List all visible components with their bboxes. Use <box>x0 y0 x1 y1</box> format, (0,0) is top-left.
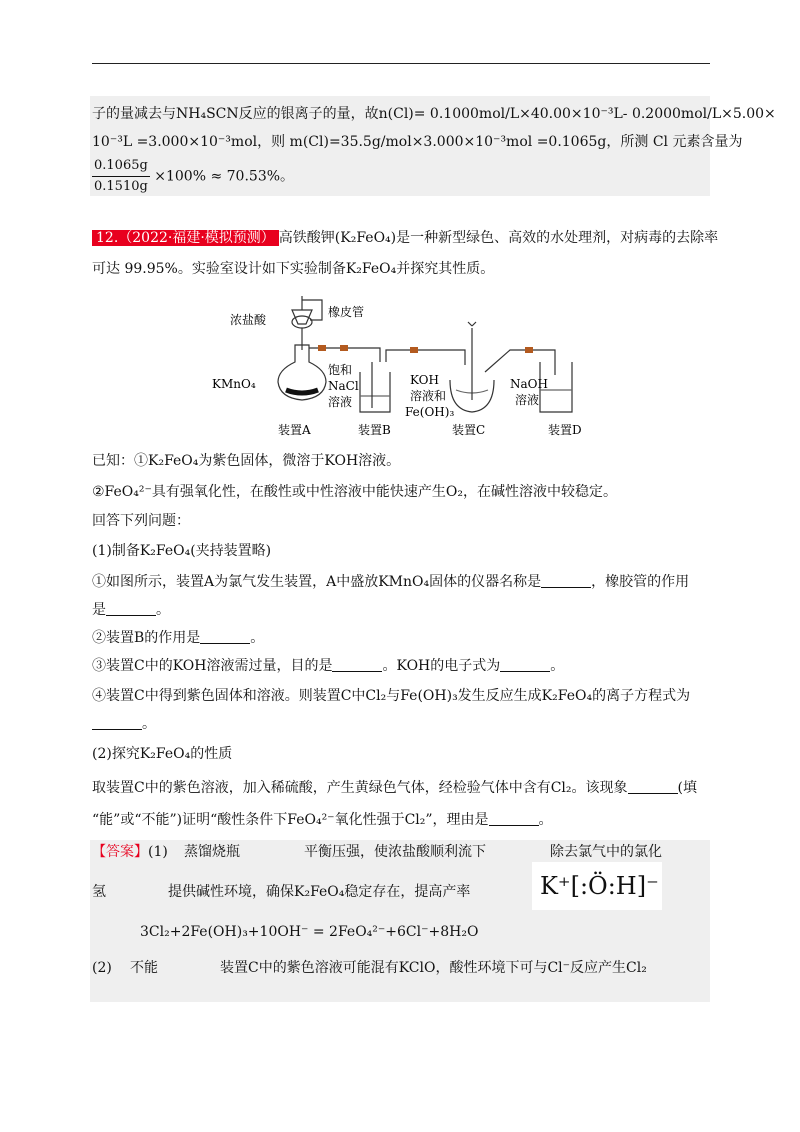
label-device-c: 装置C <box>452 423 486 437</box>
answer-a4: 提供碱性环境，确保K₂FeO₄稳定存在，提高产率 <box>168 884 471 900</box>
fraction <box>92 156 150 197</box>
answer-a3b: 氢 <box>92 884 106 900</box>
prev-solution-result <box>92 156 294 197</box>
answer-label: 【答案】 <box>92 844 148 860</box>
fraction-denominator: 0.1510g <box>94 179 148 194</box>
label-device-d: 装置D <box>548 423 582 437</box>
part1-q3 <box>92 656 564 676</box>
part1-q4-line1: ④装置C中得到紫色固体和溶液。则装置C中Cl₂与Fe(OH)₃发生反应生成K₂FeO₄的离子方程式为 <box>92 688 691 704</box>
period: 。 <box>250 630 265 646</box>
tube-bc <box>386 350 465 365</box>
answer-blank[interactable] <box>489 811 539 826</box>
label-hcl: 浓盐酸 <box>230 313 267 327</box>
answer-line1 <box>92 842 168 862</box>
label-koh-3: Fe(OH)₃ <box>405 405 455 419</box>
known-1: 已知：①K₂FeO₄为紫色固体，微溶于KOH溶液。 <box>92 453 401 469</box>
period: 。 <box>156 602 170 618</box>
part1-q3b-text: 。KOH的电子式为 <box>382 658 501 674</box>
answer-a1: 蒸馏烧瓶 <box>184 844 240 860</box>
answer-blank[interactable] <box>332 657 382 672</box>
part2-text-1: 取装置C中的紫色溶液，加入稀硫酸，产生黄绿色气体，经检验气体中含有Cl₂。该现象 <box>92 780 628 796</box>
prev-solution-line1: 子的量减去与NH₄SCN反应的银离子的量，故n(Cl)= 0.1000mol/L×40.00×10⁻³L- 0.2000mol/L×5.00× <box>92 106 776 122</box>
fraction-tail: ×100% ≈ 70.53%。 <box>154 168 295 185</box>
answer-blank[interactable] <box>541 573 591 588</box>
label-naoh-2: 溶液 <box>515 393 540 407</box>
part2-line1 <box>92 778 697 798</box>
period: 。 <box>550 658 565 674</box>
answer-b2: 装置C中的紫色溶液可能混有KClO，酸性环境下可与Cl⁻反应产生Cl₂ <box>220 960 647 976</box>
part2-line2 <box>92 810 553 830</box>
part1-q2 <box>92 628 264 648</box>
question-number-badge: 12.（2022·福建·模拟预测） <box>92 230 279 246</box>
part2-title: (2)探究K₂FeO₄的性质 <box>92 746 233 762</box>
answer-a2: 平衡压强，使浓盐酸顺利流下 <box>304 844 486 860</box>
part1-q3-text: ③装置C中的KOH溶液需过量，目的是 <box>92 658 333 674</box>
answer-blank[interactable] <box>106 601 156 616</box>
answer-part1-marker: (1) <box>148 844 168 860</box>
part2-text-1b: (填 <box>677 780 697 796</box>
electron-formula: K⁺[:Ö:H]⁻ <box>540 872 659 900</box>
part1-q1-line1 <box>92 572 689 592</box>
label-koh-1: KOH <box>410 373 439 387</box>
part1-q4-line2 <box>92 714 156 734</box>
answer-blank[interactable] <box>500 657 550 672</box>
answer-part2-marker: (2) <box>92 960 112 976</box>
answer-a3: 除去氯气中的氯化 <box>550 844 662 860</box>
period: 。 <box>538 812 553 828</box>
label-nacl-3: 溶液 <box>328 395 353 409</box>
label-kmno4: KMnO₄ <box>212 377 256 391</box>
answer-blank[interactable] <box>200 629 250 644</box>
prev-solution-line2: 10⁻³L =3.000×10⁻³mol，则 m(Cl)=35.5g/mol×3.000×10⁻³mol =0.1065g，所测 Cl 元素含量为 <box>92 134 743 150</box>
bottle-b <box>360 372 390 412</box>
answer-blank[interactable] <box>628 779 678 794</box>
part1-q1-text: ①如图所示，装置A为氯气发生装置，A中盛放KMnO₄固体的仪器名称是 <box>92 574 542 590</box>
answer-blank[interactable] <box>92 715 142 730</box>
period: 。 <box>142 716 156 732</box>
label-nacl-2: NaCl <box>328 379 359 393</box>
label-koh-2: 溶液和 <box>410 389 447 403</box>
question-intro-text: 高铁酸钾(K₂FeO₄)是一种新型绿色、高效的水处理剂，对病毒的去除率 <box>278 230 719 246</box>
label-device-a: 装置A <box>278 423 311 437</box>
label-device-b: 装置B <box>358 423 391 437</box>
answer-equation: 3Cl₂+2Fe(OH)₃+10OH⁻ = 2FeO₄²⁻+6Cl⁻+8H₂O <box>140 924 479 940</box>
part1-q2-text: ②装置B的作用是 <box>92 630 201 646</box>
header-rule <box>92 63 710 64</box>
part1-title: (1)制备K₂FeO₄(夹持装置略) <box>92 543 272 559</box>
question-intro-line1 <box>92 228 718 248</box>
fraction-numerator: 0.1065g <box>92 156 150 177</box>
part1-q1-line2 <box>92 600 170 620</box>
part1-q1b-text: 是 <box>92 602 106 618</box>
part1-q1-tail: ，橡胶管的作用 <box>591 574 690 590</box>
part2-text-2: “能”或“不能”)证明“酸性条件下FeO₄²⁻氧化性强于Cl₂”，理由是 <box>92 812 489 828</box>
tube-cd <box>485 350 555 375</box>
label-naoh-1: NaOH <box>510 377 548 391</box>
answer-b1: 不能 <box>130 960 158 976</box>
label-rubber-tube: 橡皮管 <box>328 305 365 319</box>
label-nacl-1: 饱和 <box>328 363 353 377</box>
known-2: ②FeO₄²⁻具有强氧化性，在酸性或中性溶液中能快速产生O₂，在碱性溶液中较稳定。 <box>92 484 617 500</box>
known-3: 回答下列问题： <box>92 513 190 529</box>
question-intro-line2: 可达 99.95%。实验室设计如下实验制备K₂FeO₄并探究其性质。 <box>92 261 495 277</box>
apparatus-diagram <box>210 290 630 440</box>
